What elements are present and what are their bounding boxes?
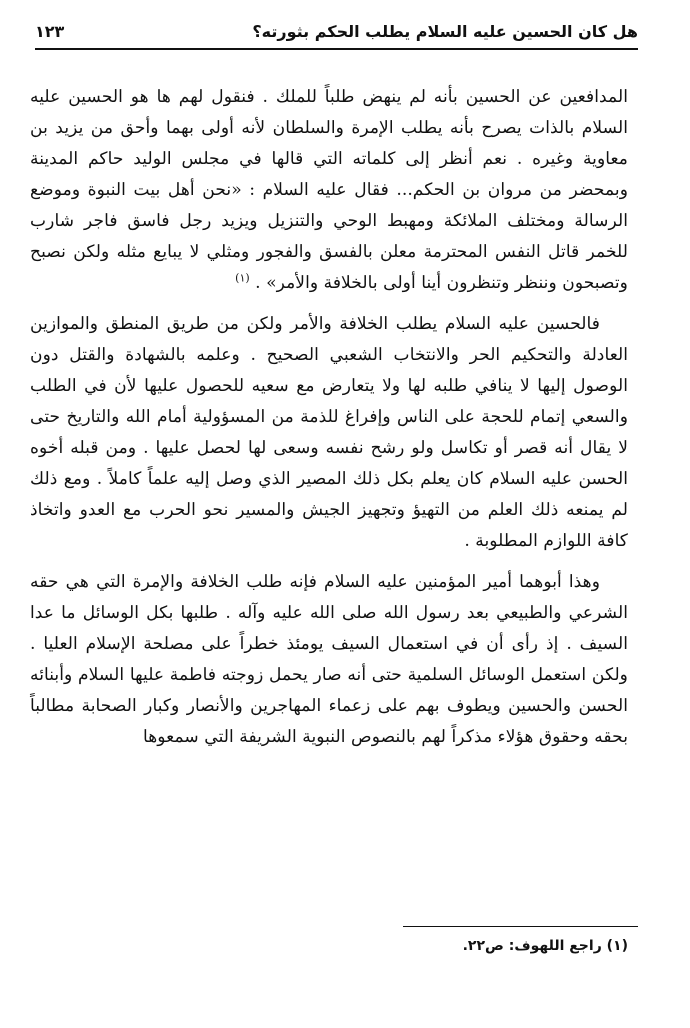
paragraph-1-text: المدافعين عن الحسين بأنه لم ينهض طلباً للملك . فنقول لهم ها هو الحسين عليه السلام بالذات يصرح بأنه يطلب الإمرة والسلطان لأنه أولى بهما وأحق من يزيد بن معاوية وغيره . نعم أنظر إلى كلماته التي قالها في مجلس الوليد حاكم المدينة وبمحضر من مروان بن الحكم... فقال عليه السلام : «نحن أهل بيت النبوة وموضع الرسالة ومختلف الملائكة ومهبط الوحي والتنزيل ويزيد رجل فاسق فاجر شارب للخمر قاتل النفس المحترمة معلن بالفسق والفجور ومثلي لا يبايع مثله ولكن نصبح وتصبحون وننظر وتنظرون أينا أولى بالخلافة والأمر» . [30, 87, 628, 293]
paragraph-1 [30, 82, 628, 299]
body-text [30, 82, 628, 753]
footnote: (١) راجع اللهوف: ص٢٢. [462, 938, 628, 954]
running-header [35, 18, 638, 44]
footnote-rule [403, 926, 638, 927]
footnote-marker: (١) [235, 271, 250, 285]
paragraph-2: فالحسين عليه السلام يطلب الخلافة والأمر ولكن من طريق المنطق والموازين العادلة والتحكيم الحر والانتخاب الشعبي الصحيح . وعلمه بالشهادة والقتل دون الوصول إليها لا ينافي طلبه لها ولا يتعارض مع سعيه للحصول عليها لأن في الطلب والسعي إتمام للحجة على الناس وإفراغ للذمة من المسؤولية أمام الله والتاريخ حتى لا يقال أنه قصر أو تكاسل ولو رشح نفسه وسعى لها لحصل عليها . ومن قبله أخوه الحسن عليه السلام كان يعلم بكل ذلك المصير الذي وصل إليه علماً كاملاً . ومع ذلك لم يمنعه ذلك العلم من التهيؤ وتجهيز الجيش والمسير نحو الحرب مع العدو واتخاذ كافة اللوازم المطلوبة . [30, 314, 628, 551]
header-title: هل كان الحسين عليه السلام يطلب الحكم بثورته؟ [252, 21, 638, 41]
header-rule [35, 48, 638, 50]
page-number: ١٢٣ [35, 21, 65, 41]
paragraph-3: وهذا أبوهما أمير المؤمنين عليه السلام فإنه طلب الخلافة والإمرة التي هي حقه الشرعي والطبيعي بعد رسول الله صلى الله عليه وآله . طلبها بكل الوسائل ما عدا السيف . إذ رأى أن في استعمال السيف يومئذ خطراً على مصلحة الإسلام العليا . ولكن استعمل الوسائل السلمية حتى أنه صار يحمل زوجته فاطمة عليها السلام وأبنائه الحسن والحسين ويطوف بهم على زعماء المهاجرين والأنصار وكبار الصحابة مطالباً بحقه وحقوق هؤلاء مذكراً لهم بالنصوص النبوية الشريفة التي سمعوها [30, 572, 628, 747]
